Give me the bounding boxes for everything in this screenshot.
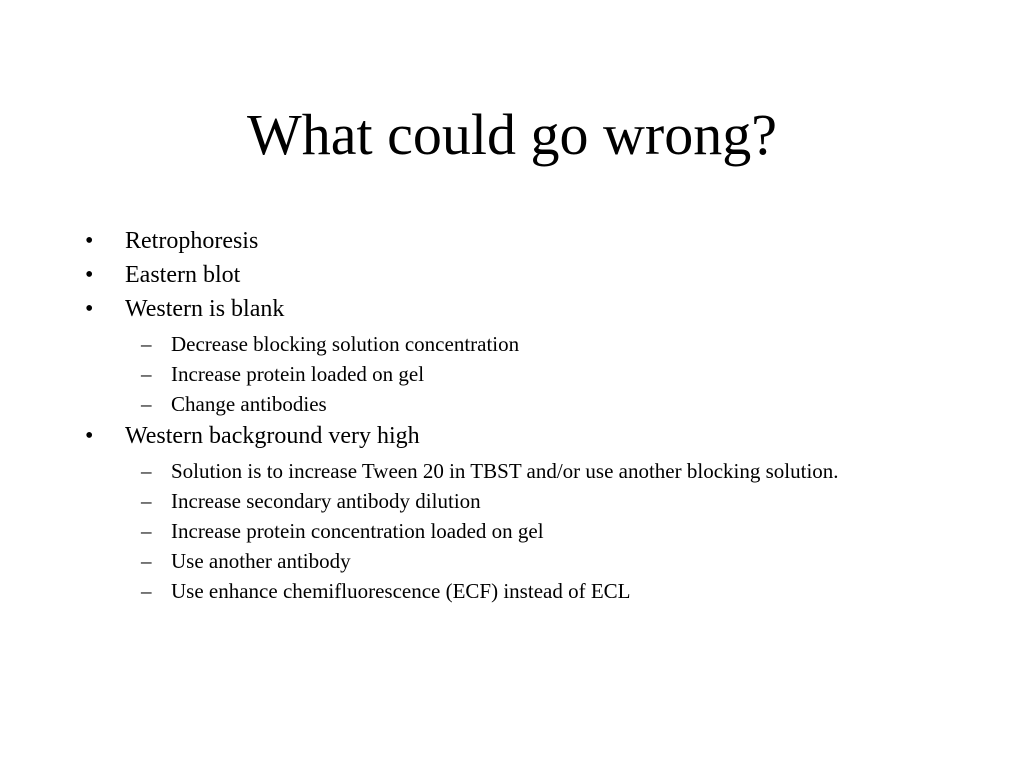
- bullet-text: Retrophoresis: [125, 228, 259, 254]
- bullet-text: Western is blank: [125, 296, 285, 322]
- sub-bullet-text: Increase protein concentration loaded on gel: [171, 519, 544, 543]
- bullet-marker: •: [85, 228, 94, 254]
- sub-bullet-text: Increase secondary antibody dilution: [171, 489, 481, 513]
- bullet-marker: •: [85, 423, 94, 449]
- sub-bullet-text: Solution is to increase Tween 20 in TBST and/or use another blocking solution.: [171, 459, 839, 483]
- bullet-item: [85, 293, 945, 326]
- bullet-marker: •: [85, 296, 94, 322]
- sub-bullet-item: [85, 579, 945, 603]
- sub-bullet-item: [85, 519, 945, 543]
- slide-title: What could go wrong?: [247, 102, 777, 167]
- sub-bullet-list: [85, 459, 945, 603]
- sub-bullet-text: Decrease blocking solution concentration: [171, 332, 520, 356]
- sub-bullet-item: [85, 549, 945, 573]
- sub-bullet-text: Increase protein loaded on gel: [171, 362, 425, 386]
- sub-bullet-text: Use another antibody: [171, 549, 351, 573]
- sub-bullet-marker: –: [141, 332, 152, 356]
- bullet-item: [85, 225, 945, 258]
- bullet-text: Eastern blot: [125, 262, 241, 288]
- sub-bullet-text: Use enhance chemifluorescence (ECF) instead of ECL: [171, 579, 631, 603]
- sub-bullet-marker: –: [141, 549, 152, 573]
- bullet-item: [85, 259, 945, 292]
- bullet-text: Western background very high: [125, 423, 420, 449]
- sub-bullet-item: [85, 489, 945, 513]
- sub-bullet-list: [85, 332, 945, 416]
- sub-bullet-marker: –: [141, 489, 152, 513]
- sub-bullet-marker: –: [141, 392, 152, 416]
- bullet-item: [85, 420, 945, 453]
- sub-bullet-item: [85, 459, 945, 483]
- bullet-marker: •: [85, 262, 94, 288]
- sub-bullet-item: [85, 362, 945, 386]
- sub-bullet-item: [85, 392, 945, 416]
- sub-bullet-marker: –: [141, 362, 152, 386]
- sub-bullet-text: Change antibodies: [171, 392, 327, 416]
- sub-bullet-item: [85, 332, 945, 356]
- sub-bullet-marker: –: [141, 579, 152, 603]
- slide-body: [85, 224, 945, 607]
- sub-bullet-marker: –: [141, 459, 152, 483]
- sub-bullet-marker: –: [141, 519, 152, 543]
